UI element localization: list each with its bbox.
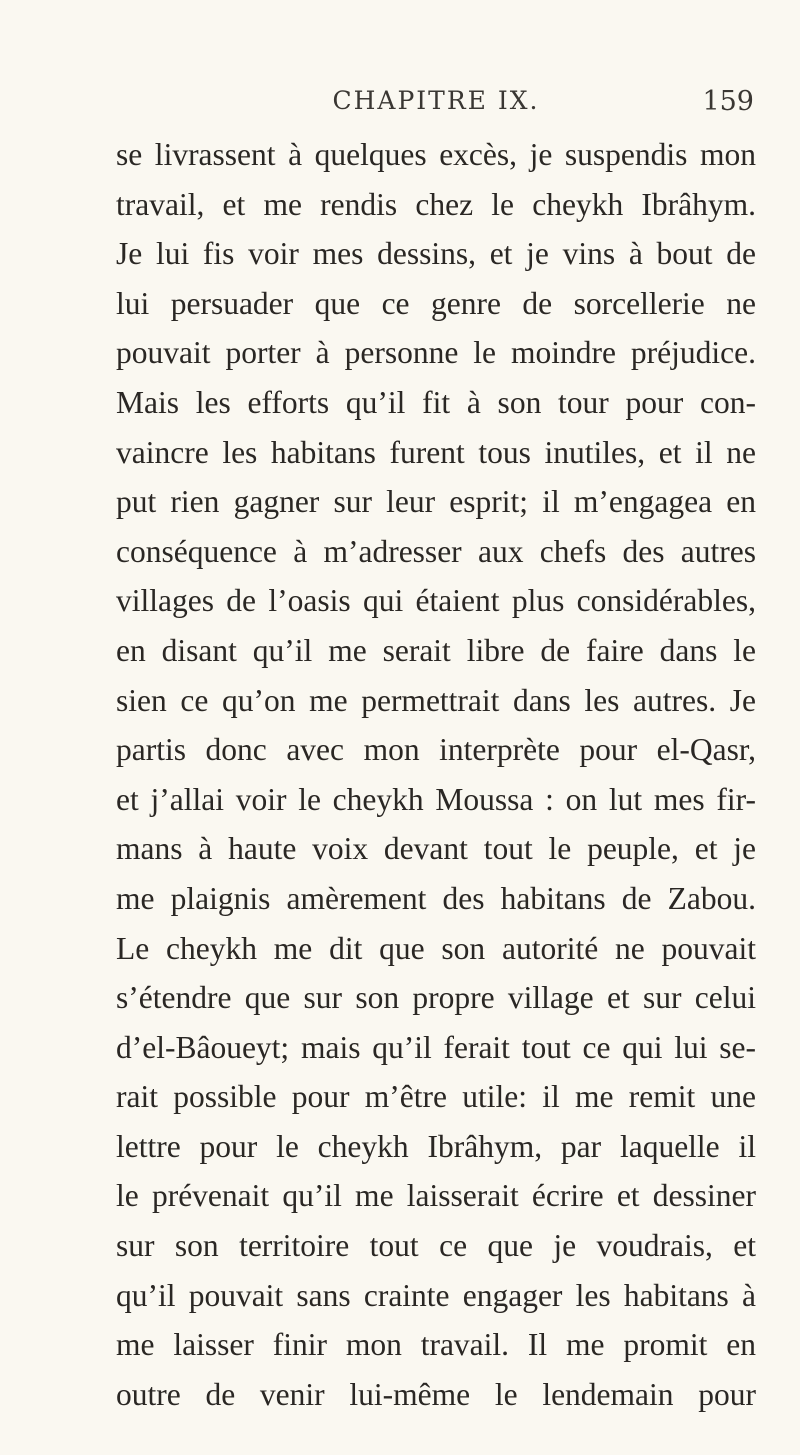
chapter-title: CHAPITRE IX. xyxy=(332,86,540,115)
text-line: se livrassent à quelques excès, je suspendis mon xyxy=(116,137,756,172)
body-text xyxy=(116,130,756,1419)
text-line: outre de venir lui-même le lendemain pour xyxy=(116,1376,756,1412)
text-line: qu’il pouvait sans crainte engager les habitans à xyxy=(116,1277,756,1313)
text-line: Le cheykh me dit que son autorité ne pouvait xyxy=(116,930,756,966)
text-line: vaincre les habitans furent tous inutiles, et il ne xyxy=(116,434,756,470)
text-line: sur son territoire tout ce que je voudrais, et xyxy=(116,1228,756,1264)
text-line: lettre pour le cheykh Ibrâhym, par laquelle il xyxy=(116,1128,756,1164)
text-line: partis donc avec mon interprète pour el-Qasr, xyxy=(116,732,756,768)
page-number: 159 xyxy=(702,86,754,117)
text-line: conséquence à m’adresser aux chefs des autres xyxy=(116,533,756,569)
text-line: pouvait porter à personne le moindre préjudice. xyxy=(116,335,756,371)
text-line: travail, et me rendis chez le cheykh Ibrâhym. xyxy=(116,186,756,222)
text-line: villages de l’oasis qui étaient plus considérables, xyxy=(116,583,756,619)
text-line: me plaignis amèrement des habitans de Zabou. xyxy=(116,880,756,916)
text-line: sien ce qu’on me permettrait dans les autres. Je xyxy=(116,682,756,718)
text-line: me laisser finir mon travail. Il me promit en xyxy=(116,1327,756,1363)
text-line: Mais les efforts qu’il fit à son tour pour con- xyxy=(116,384,756,420)
text-line: put rien gagner sur leur esprit; il m’engagea en xyxy=(116,484,756,520)
text-line: et j’allai voir le cheykh Moussa : on lut mes fir- xyxy=(116,781,756,817)
text-line: s’étendre que sur son propre village et sur celui xyxy=(116,980,756,1016)
text-line: rait possible pour m’être utile: il me remit une xyxy=(116,1079,756,1115)
running-head xyxy=(112,86,760,126)
text-line: lui persuader que ce genre de sorcellerie ne xyxy=(116,285,756,321)
text-line: en disant qu’il me serait libre de faire dans le xyxy=(116,632,756,668)
text-line: mans à haute voix devant tout le peuple, et je xyxy=(116,831,756,867)
text-line: d’el-Bâoueyt; mais qu’il ferait tout ce qui lui se- xyxy=(116,1029,756,1065)
text-line: le prévenait qu’il me laisserait écrire et dessiner xyxy=(116,1178,756,1214)
text-line: Je lui fis voir mes dessins, et je vins à bout de xyxy=(116,236,756,272)
